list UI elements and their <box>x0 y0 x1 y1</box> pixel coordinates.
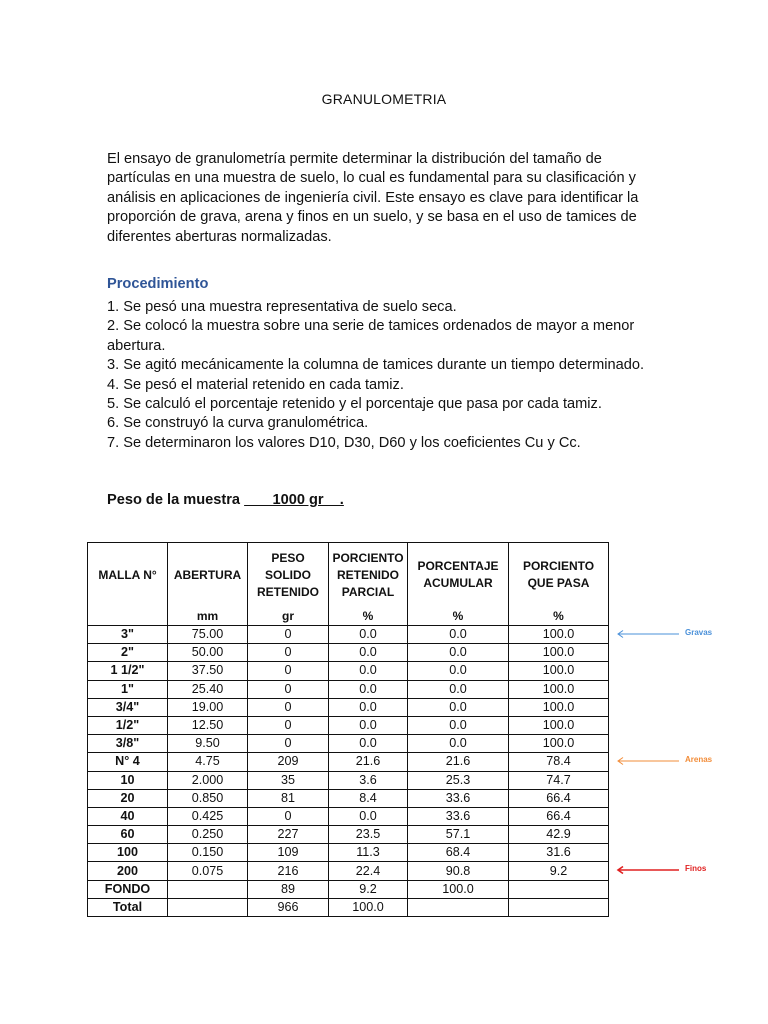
cell-acumulado: 21.6 <box>408 753 509 771</box>
cell-acumulado: 33.6 <box>408 807 509 825</box>
cell-que-pasa: 100.0 <box>509 644 609 662</box>
cell-peso-retenido: 0 <box>248 716 329 734</box>
cell-peso-retenido: 0 <box>248 807 329 825</box>
cell-abertura: 0.075 <box>168 862 248 880</box>
cell-malla: 60 <box>88 826 168 844</box>
table-row <box>88 626 609 644</box>
cell-acumulado: 100.0 <box>408 880 509 898</box>
cell-malla: N° 4 <box>88 753 168 771</box>
cell-que-pasa: 74.7 <box>509 771 609 789</box>
cell-peso-retenido: 0 <box>248 626 329 644</box>
cell-malla: FONDO <box>88 880 168 898</box>
cell-abertura: 50.00 <box>168 644 248 662</box>
procedure-step: 5. Se calculó el porcentaje retenido y el porcentaje que pasa por cada tamiz. <box>107 396 602 413</box>
table-row <box>88 880 609 898</box>
cell-malla: 2" <box>88 644 168 662</box>
sample-weight-label: Peso de la muestra <box>107 492 241 508</box>
cell-peso-retenido: 966 <box>248 898 329 916</box>
cell-retenido-parcial: 0.0 <box>329 626 408 644</box>
table-row <box>88 662 609 680</box>
cell-malla: 1 1/2" <box>88 662 168 680</box>
table-body <box>88 626 609 917</box>
cell-que-pasa: 66.4 <box>509 807 609 825</box>
cell-retenido-parcial: 100.0 <box>329 898 408 916</box>
cell-acumulado: 68.4 <box>408 844 509 862</box>
cell-acumulado: 0.0 <box>408 735 509 753</box>
table-row <box>88 862 609 880</box>
cell-peso-retenido: 89 <box>248 880 329 898</box>
cell-abertura: 4.75 <box>168 753 248 771</box>
cell-retenido-parcial: 23.5 <box>329 826 408 844</box>
cell-que-pasa: 100.0 <box>509 626 609 644</box>
cell-que-pasa: 31.6 <box>509 844 609 862</box>
table-row <box>88 698 609 716</box>
table-row <box>88 789 609 807</box>
cell-abertura: 0.150 <box>168 844 248 862</box>
cell-retenido-parcial: 0.0 <box>329 807 408 825</box>
arrow-left-icon <box>615 865 681 875</box>
cell-que-pasa: 78.4 <box>509 753 609 771</box>
header-abertura: ABERTURA mm <box>168 543 248 626</box>
annotation-label: Finos <box>685 864 707 873</box>
procedure-step: 3. Se agitó mecánicamente la columna de tamices durante un tiempo determinado. <box>107 357 645 374</box>
procedure-step: 7. Se determinaron los valores D10, D30, D60 y los coeficientes Cu y Cc. <box>107 434 581 451</box>
cell-que-pasa: 100.0 <box>509 662 609 680</box>
cell-acumulado: 90.8 <box>408 862 509 880</box>
procedure-steps <box>107 298 677 453</box>
procedure-step: 4. Se pesó el material retenido en cada tamiz. <box>107 376 404 393</box>
cell-malla: Total <box>88 898 168 916</box>
cell-que-pasa: 100.0 <box>509 735 609 753</box>
page-title: GRANULOMETRIA <box>321 91 447 107</box>
cell-malla: 1/2" <box>88 716 168 734</box>
cell-retenido-parcial: 9.2 <box>329 880 408 898</box>
cell-abertura: 0.850 <box>168 789 248 807</box>
header-peso: PESO SOLIDO RETENIDO gr <box>248 543 329 626</box>
cell-malla: 10 <box>88 771 168 789</box>
cell-que-pasa <box>509 880 609 898</box>
cell-acumulado: 57.1 <box>408 826 509 844</box>
cell-malla: 3/4" <box>88 698 168 716</box>
annotation-label: Gravas <box>685 628 713 637</box>
cell-abertura: 2.000 <box>168 771 248 789</box>
table-row <box>88 826 609 844</box>
cell-retenido-parcial: 0.0 <box>329 680 408 698</box>
arrow-left-icon <box>615 756 681 766</box>
cell-que-pasa: 100.0 <box>509 680 609 698</box>
cell-abertura: 0.250 <box>168 826 248 844</box>
cell-abertura: 19.00 <box>168 698 248 716</box>
cell-acumulado: 25.3 <box>408 771 509 789</box>
cell-abertura <box>168 898 248 916</box>
cell-que-pasa <box>509 898 609 916</box>
cell-malla: 40 <box>88 807 168 825</box>
table-row <box>88 807 609 825</box>
cell-acumulado: 0.0 <box>408 644 509 662</box>
cell-abertura: 9.50 <box>168 735 248 753</box>
procedure-step: 2. Se colocó la muestra sobre una serie de tamices ordenados de mayor a menor abertura. <box>107 318 635 354</box>
cell-abertura: 37.50 <box>168 662 248 680</box>
cell-abertura: 12.50 <box>168 716 248 734</box>
table-row <box>88 735 609 753</box>
annotation-label: Arenas <box>685 755 713 764</box>
cell-retenido-parcial: 0.0 <box>329 716 408 734</box>
header-retenido-parcial: PORCIENTO RETENIDO PARCIAL % <box>329 543 408 626</box>
cell-retenido-parcial: 8.4 <box>329 789 408 807</box>
cell-peso-retenido: 0 <box>248 662 329 680</box>
cell-acumulado: 0.0 <box>408 626 509 644</box>
header-malla: MALLA N° <box>88 543 168 626</box>
cell-abertura: 0.425 <box>168 807 248 825</box>
table-row <box>88 898 609 916</box>
table-row <box>88 680 609 698</box>
cell-peso-retenido: 227 <box>248 826 329 844</box>
header-que-pasa: PORCIENTO QUE PASA % <box>509 543 609 626</box>
table-row <box>88 753 609 771</box>
cell-peso-retenido: 0 <box>248 680 329 698</box>
cell-que-pasa: 66.4 <box>509 789 609 807</box>
intro-paragraph: El ensayo de granulometría permite determinar la distribución del tamaño de partículas en una muestra de suelo, lo cual es fundamental para su clasificación y análisis en aplicaciones de ingeniería civil. Este ensayo es clave para identificar la proporción de grava, arena y finos en un suelo, y se basa en el uso de tamices de diferentes aberturas normalizadas. <box>107 151 639 245</box>
cell-malla: 1" <box>88 680 168 698</box>
procedure-step: 6. Se construyó la curva granulométrica. <box>107 415 369 432</box>
cell-peso-retenido: 81 <box>248 789 329 807</box>
cell-retenido-parcial: 0.0 <box>329 698 408 716</box>
cell-acumulado: 33.6 <box>408 789 509 807</box>
cell-acumulado: 0.0 <box>408 698 509 716</box>
cell-retenido-parcial: 0.0 <box>329 662 408 680</box>
procedure-step: 1. Se pesó una muestra representativa de suelo seca. <box>107 299 457 315</box>
cell-que-pasa: 100.0 <box>509 716 609 734</box>
cell-abertura: 75.00 <box>168 626 248 644</box>
cell-acumulado: 0.0 <box>408 716 509 734</box>
cell-abertura: 25.40 <box>168 680 248 698</box>
cell-acumulado <box>408 898 509 916</box>
cell-malla: 3" <box>88 626 168 644</box>
procedure-heading: Procedimiento <box>107 276 209 292</box>
granulometry-table <box>87 542 609 917</box>
cell-peso-retenido: 216 <box>248 862 329 880</box>
arrow-left-icon <box>615 629 681 639</box>
cell-peso-retenido: 35 <box>248 771 329 789</box>
table-row <box>88 716 609 734</box>
cell-malla: 100 <box>88 844 168 862</box>
sample-weight-value: 1000 gr . <box>244 492 344 508</box>
cell-peso-retenido: 109 <box>248 844 329 862</box>
cell-acumulado: 0.0 <box>408 680 509 698</box>
cell-retenido-parcial: 0.0 <box>329 735 408 753</box>
cell-retenido-parcial: 22.4 <box>329 862 408 880</box>
cell-peso-retenido: 0 <box>248 644 329 662</box>
cell-que-pasa: 9.2 <box>509 862 609 880</box>
table-row <box>88 771 609 789</box>
cell-peso-retenido: 0 <box>248 698 329 716</box>
table-header-row <box>88 543 609 626</box>
cell-malla: 3/8" <box>88 735 168 753</box>
cell-retenido-parcial: 3.6 <box>329 771 408 789</box>
table-row <box>88 844 609 862</box>
cell-peso-retenido: 209 <box>248 753 329 771</box>
table-row <box>88 644 609 662</box>
cell-peso-retenido: 0 <box>248 735 329 753</box>
cell-acumulado: 0.0 <box>408 662 509 680</box>
cell-malla: 200 <box>88 862 168 880</box>
cell-retenido-parcial: 21.6 <box>329 753 408 771</box>
cell-malla: 20 <box>88 789 168 807</box>
cell-retenido-parcial: 0.0 <box>329 644 408 662</box>
cell-abertura <box>168 880 248 898</box>
cell-que-pasa: 42.9 <box>509 826 609 844</box>
header-acumular: PORCENTAJE ACUMULAR % <box>408 543 509 626</box>
cell-que-pasa: 100.0 <box>509 698 609 716</box>
sample-weight <box>107 492 344 508</box>
cell-retenido-parcial: 11.3 <box>329 844 408 862</box>
